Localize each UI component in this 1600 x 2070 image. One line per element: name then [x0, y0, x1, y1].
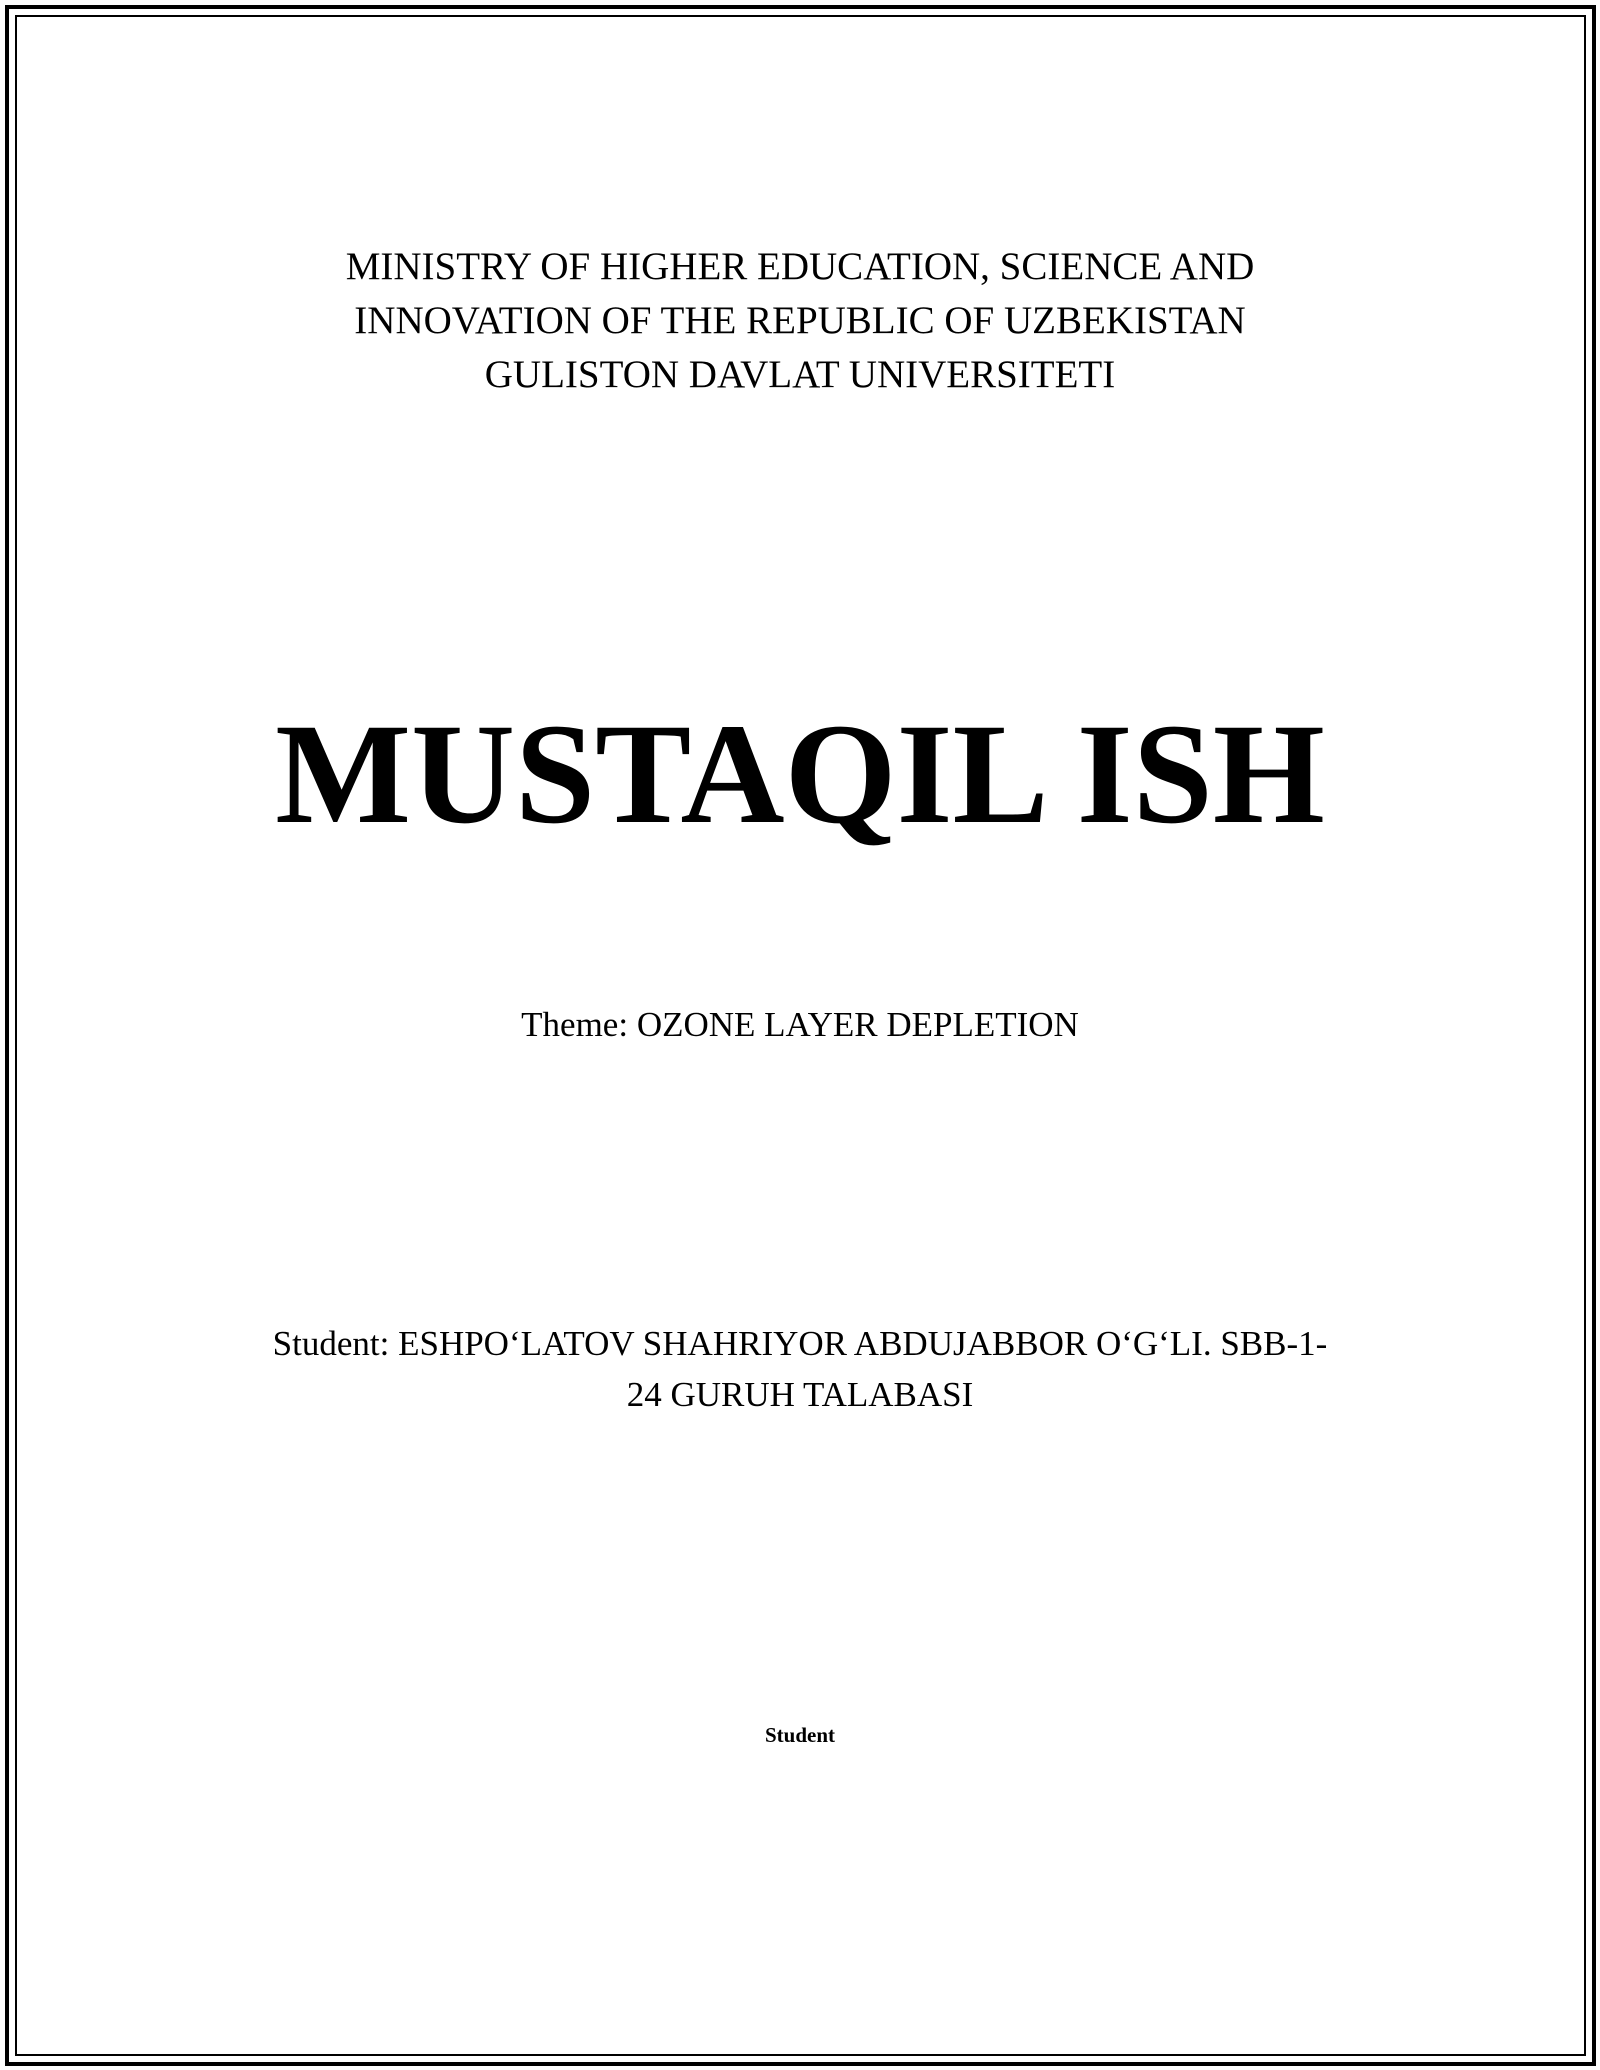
header-line-2: INNOVATION OF THE REPUBLIC OF UZBEKISTAN	[354, 299, 1246, 342]
institution-header	[0, 240, 1600, 402]
student-line-1: Student: ESHPO‘LATOV SHAHRIYOR ABDUJABBOR O‘G‘LI. SBB-1-	[272, 1324, 1328, 1363]
header-line-1: MINISTRY OF HIGHER EDUCATION, SCIENCE AND	[345, 245, 1255, 288]
student-info	[230, 1318, 1370, 1420]
header-line-3: GULISTON DAVLAT UNIVERSITETI	[484, 353, 1116, 396]
student-line-2: 24 GURUH TALABASI	[626, 1375, 974, 1414]
document-title: MUSTAQIL ISH	[275, 695, 1325, 854]
theme-line: Theme: OZONE LAYER DEPLETION	[521, 1005, 1079, 1044]
footer-student-label: Student	[764, 1723, 836, 1747]
